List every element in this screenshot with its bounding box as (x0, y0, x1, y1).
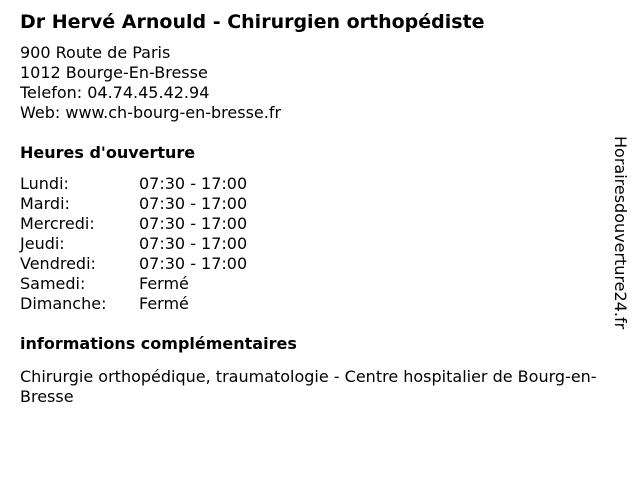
address-block (20, 43, 610, 123)
page-title: Dr Hervé Arnould - Chirurgien orthopédiste (20, 11, 485, 33)
watermark: Horairesdouverture24.fr (611, 136, 630, 330)
hours-time: 07:30 - 17:00 (139, 194, 248, 213)
hours-day: Vendredi: (20, 254, 96, 273)
hours-row (20, 214, 610, 234)
hours-time: Fermé (139, 294, 189, 313)
address-city: 1012 Bourge-En-Bresse (20, 63, 208, 82)
hours-day: Mercredi: (20, 214, 95, 233)
hours-row (20, 254, 610, 274)
hours-heading: Heures d'ouverture (20, 143, 196, 162)
hours-day: Samedi: (20, 274, 86, 293)
hours-time: 07:30 - 17:00 (139, 234, 248, 253)
info-heading: informations complémentaires (20, 334, 297, 353)
info-text: Chirurgie orthopédique, traumatologie - Centre hospitalier de Bourg-en-Bresse (20, 367, 597, 406)
hours-time: Fermé (139, 274, 189, 293)
address-street: 900 Route de Paris (20, 43, 171, 62)
hours-table (20, 174, 610, 314)
hours-day: Dimanche: (20, 294, 107, 313)
hours-time: 07:30 - 17:00 (139, 174, 248, 193)
hours-day: Jeudi: (20, 234, 65, 253)
hours-time: 07:30 - 17:00 (139, 214, 248, 233)
hours-time: 07:30 - 17:00 (139, 254, 248, 273)
hours-row (20, 294, 610, 314)
hours-row (20, 194, 610, 214)
hours-day: Mardi: (20, 194, 70, 213)
hours-row (20, 274, 610, 294)
content (20, 10, 610, 407)
phone-number: Telefon: 04.74.45.42.94 (20, 83, 210, 102)
hours-row (20, 234, 610, 254)
hours-day: Lundi: (20, 174, 69, 193)
website: Web: www.ch-bourg-en-bresse.fr (20, 103, 282, 122)
hours-row (20, 174, 610, 194)
